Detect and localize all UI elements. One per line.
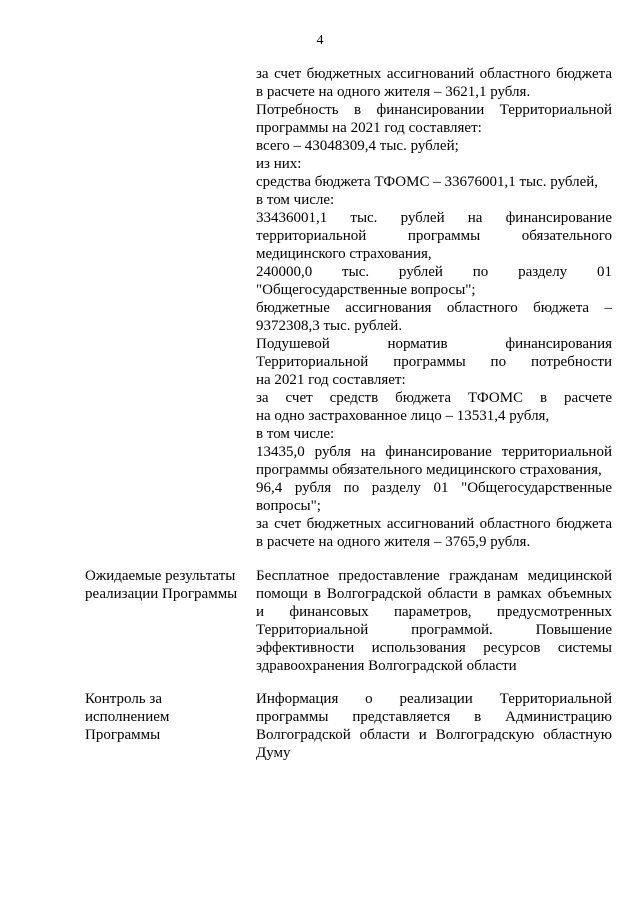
control-label: Контроль за — [85, 691, 162, 707]
funding-line: за счет бюджетных ассигнований областного бюджета — [256, 516, 612, 532]
expected-results-line: помощи в Волгоградской области в рамках объемных — [256, 586, 612, 602]
funding-line: территориальной программы обязательного — [256, 228, 612, 244]
funding-line: на 2021 год составляет: — [256, 372, 406, 388]
funding-line: средства бюджета ТФОМС – 33676001,1 тыс. рублей, — [256, 174, 599, 190]
funding-line: в том числе: — [256, 426, 335, 442]
funding-line: программы обязательного медицинского страхования, — [256, 462, 602, 478]
funding-line: в расчете на одного жителя – 3621,1 рубля. — [256, 84, 531, 100]
control-label: Программы — [85, 727, 161, 743]
expected-results-line: здравоохранения Волгоградской области — [256, 658, 517, 674]
expected-results-line: и финансовых параметров, предусмотренных — [256, 604, 612, 620]
funding-line: в том числе: — [256, 192, 335, 208]
funding-line: Потребность в финансировании Территориальной — [256, 102, 612, 118]
expected-results-line: Территориальной программой. Повышение — [256, 622, 612, 638]
funding-line: всего – 43048309,4 тыс. рублей; — [256, 138, 459, 154]
control-line: Волгоградской области и Волгоградскую областную — [256, 727, 612, 743]
funding-line: в расчете на одного жителя – 3765,9 рубля. — [256, 534, 531, 550]
page-number: 4 — [316, 33, 324, 48]
funding-line: 240000,0 тыс. рублей по разделу 01 — [256, 264, 612, 280]
funding-line: 9372308,3 тыс. рублей. — [256, 318, 403, 334]
funding-line: Подушевой норматив финансирования — [256, 336, 612, 352]
funding-line: из них: — [256, 156, 302, 172]
funding-line: 13435,0 рубля на финансирование территориальной — [256, 444, 612, 460]
control-label: исполнением — [85, 709, 170, 725]
funding-line: "Общегосударственные вопросы"; — [256, 282, 476, 298]
funding-line: программы на 2021 год составляет: — [256, 120, 482, 136]
control-line: Информация о реализации Территориальной — [256, 691, 612, 707]
control-line: программы представляется в Администрацию — [256, 709, 612, 725]
control-line: Думу — [256, 745, 291, 761]
expected-results-label: реализации Программы — [85, 586, 238, 602]
funding-line: за счет бюджетных ассигнований областного бюджета — [256, 66, 612, 82]
expected-results-line: эффективности использования ресурсов системы — [256, 640, 612, 656]
expected-results-label: Ожидаемые результаты — [85, 568, 236, 584]
funding-line: 96,4 рубля по разделу 01 "Общегосударственные — [256, 480, 612, 496]
funding-line: 33436001,1 тыс. рублей на финансирование — [256, 210, 612, 226]
funding-line: Территориальной программы по потребности — [256, 354, 612, 370]
funding-line: на одно застрахованное лицо – 13531,4 рубля, — [256, 408, 550, 424]
funding-line: за счет средств бюджета ТФОМС в расчете — [256, 390, 612, 406]
funding-line: бюджетные ассигнования областного бюджета – — [256, 300, 612, 316]
funding-line: медицинского страхования, — [256, 246, 432, 262]
funding-line: вопросы"; — [256, 498, 321, 514]
expected-results-line: Бесплатное предоставление гражданам медицинской — [256, 568, 612, 584]
